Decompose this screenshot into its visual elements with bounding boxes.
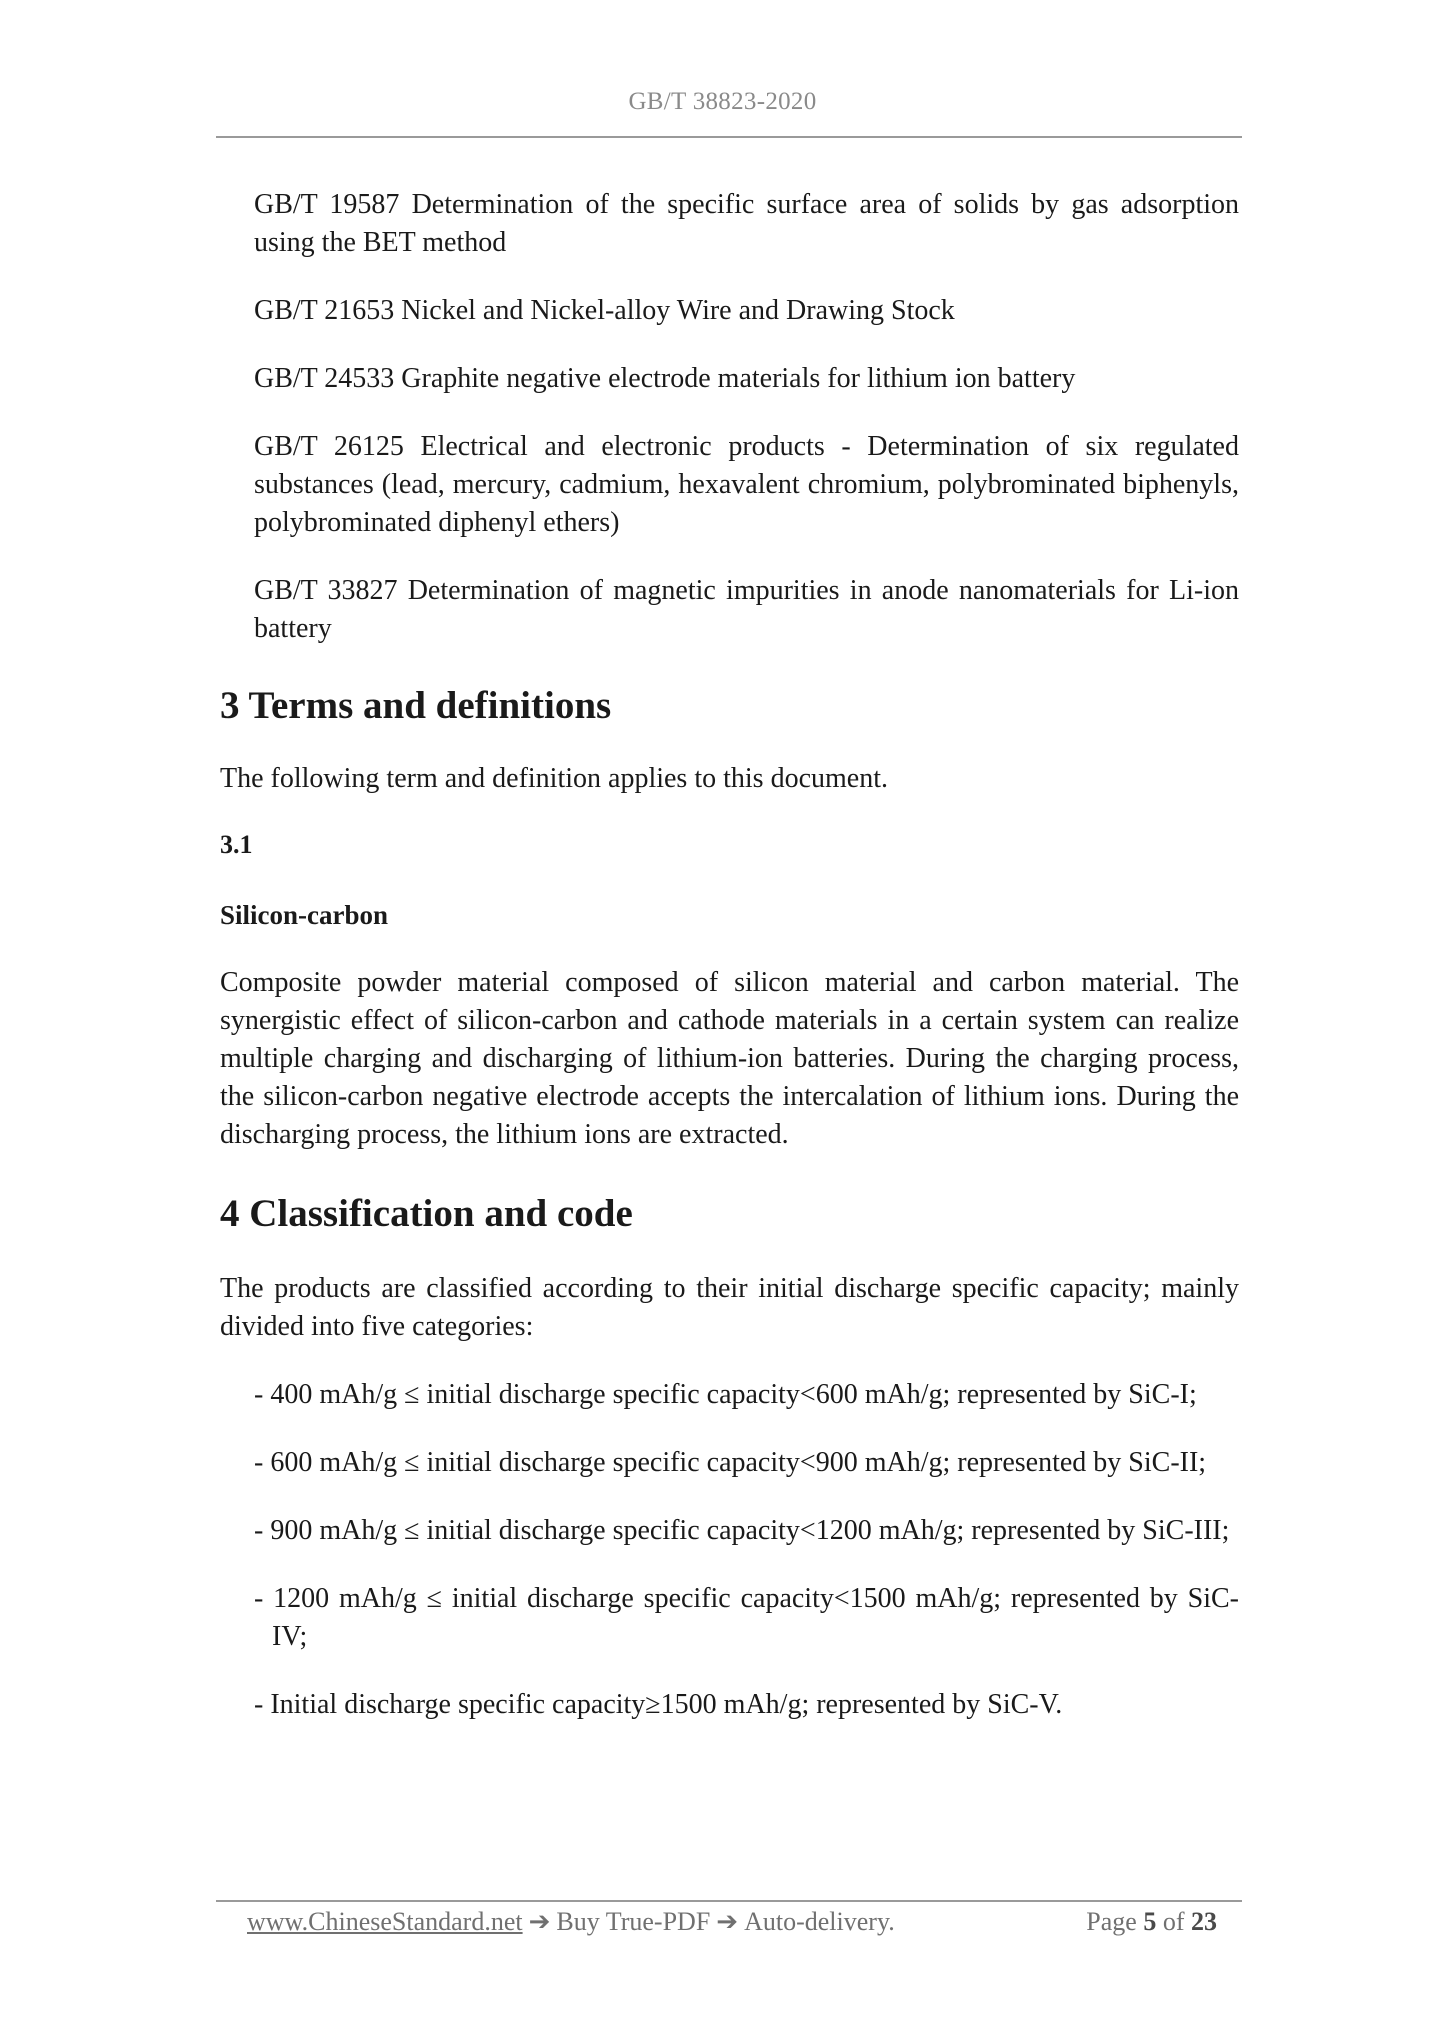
page-content bbox=[220, 186, 1239, 1724]
reference-list bbox=[220, 186, 1239, 648]
page-total: 23 bbox=[1191, 1907, 1217, 1936]
reference-item: GB/T 19587 Determination of the specific surface area of solids by gas adsorption using the BET method bbox=[254, 189, 1239, 258]
section-heading-classification: 4 Classification and code bbox=[220, 1192, 633, 1235]
page-current: 5 bbox=[1143, 1907, 1157, 1936]
reference-item: GB/T 26125 Electrical and electronic products - Determination of six regulated substances (lead, mercury, cadmium, hexavalent chromium, polybrominated biphenyls, polybrominated diphenyl ethers) bbox=[254, 431, 1239, 538]
reference-item: GB/T 21653 Nickel and Nickel-alloy Wire and Drawing Stock bbox=[254, 295, 955, 326]
term-title: Silicon-carbon bbox=[220, 900, 389, 930]
reference-item: GB/T 24533 Graphite negative electrode materials for lithium ion battery bbox=[254, 363, 1076, 394]
delivery-text: Auto-delivery. bbox=[744, 1907, 895, 1936]
header-title: GB/T 38823-2020 bbox=[628, 88, 817, 115]
website-link[interactable]: www.ChineseStandard.net bbox=[247, 1907, 523, 1936]
arrow-right-icon: ➔ bbox=[528, 1907, 551, 1936]
term-number: 3.1 bbox=[220, 830, 253, 859]
page-number bbox=[1086, 1907, 1217, 1937]
classification-intro: The products are classified according to their initial discharge specific capacity; mainly divided into five categories: bbox=[220, 1273, 1239, 1342]
classification-item: - 600 mAh/g ≤ initial discharge specific capacity<900 mAh/g; represented by SiC-II; bbox=[254, 1447, 1207, 1478]
of-label: of bbox=[1162, 1907, 1185, 1936]
section-heading-terms: 3 Terms and definitions bbox=[220, 684, 612, 727]
terms-intro: The following term and definition applies to this document. bbox=[220, 763, 888, 794]
classification-item: - 400 mAh/g ≤ initial discharge specific capacity<600 mAh/g; represented by SiC-I; bbox=[254, 1379, 1197, 1410]
term-definition: Composite powder material composed of silicon material and carbon material. The synergistic effect of silicon-carbon and cathode materials in a certain system can realize multiple charging and discharging of lithium-ion batteries. During the charging process, the silicon-carbon negative electrode accepts the intercalation of lithium ions. During the discharging process, the lithium ions are extracted. bbox=[220, 967, 1239, 1150]
classification-item: - Initial discharge specific capacity≥1500 mAh/g; represented by SiC-V. bbox=[254, 1689, 1063, 1720]
header-rule bbox=[216, 136, 1242, 138]
buy-text: Buy True-PDF bbox=[556, 1907, 711, 1936]
arrow-right-icon: ➔ bbox=[716, 1907, 739, 1936]
classification-list bbox=[220, 1376, 1239, 1724]
footer-left bbox=[247, 1907, 895, 1937]
footer bbox=[247, 1907, 1217, 1941]
footer-rule bbox=[216, 1900, 1242, 1902]
classification-item: - 1200 mAh/g ≤ initial discharge specific capacity<1500 mAh/g; represented by SiC-IV; bbox=[254, 1583, 1239, 1652]
page-label: Page bbox=[1086, 1907, 1137, 1936]
classification-item: - 900 mAh/g ≤ initial discharge specific capacity<1200 mAh/g; represented by SiC-III; bbox=[254, 1515, 1230, 1546]
reference-item: GB/T 33827 Determination of magnetic impurities in anode nanomaterials for Li-ion battery bbox=[254, 575, 1239, 644]
